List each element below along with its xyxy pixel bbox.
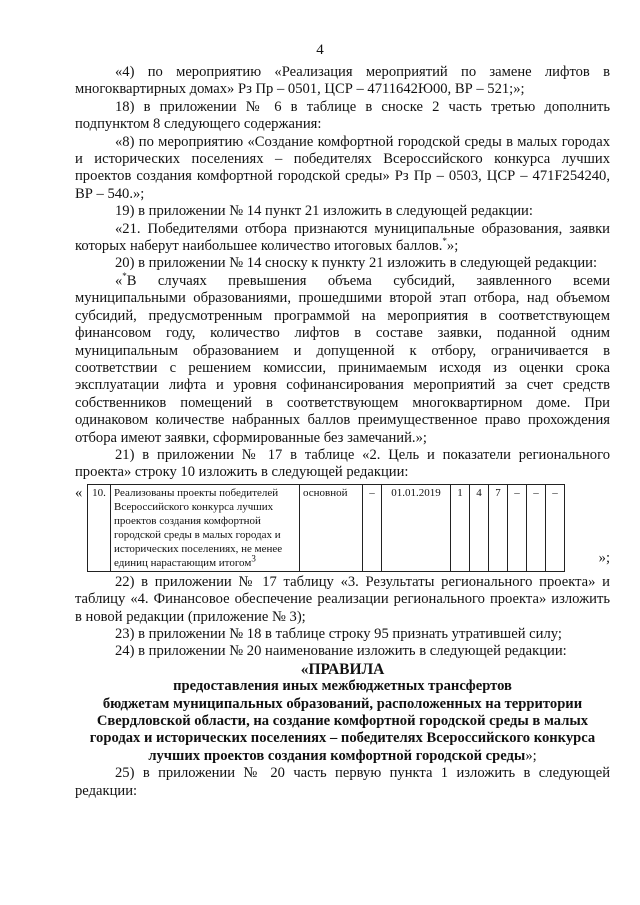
paragraph-24: 24) в приложении № 20 наименование изложить в следующей редакции: [115, 643, 567, 660]
rules-subheading-detail [75, 696, 610, 766]
cell-value-2022: – [508, 484, 527, 571]
paragraph-21: 21) в приложении № 17 в таблице «2. Цель и показатели регионального проекта» строку 10 изложить в следующей редакции: [75, 446, 610, 481]
cell-base-date: 01.01.2019 [382, 484, 451, 571]
cell-value-2024: – [546, 484, 565, 571]
footnote-marker: * [442, 236, 447, 247]
page-number: 4 [316, 42, 324, 58]
cell-value-2019: 1 [451, 484, 470, 571]
paragraph-20: 20) в приложении № 14 сноску к пункту 21 изложить в следующей редакции: [115, 255, 598, 272]
cell-value-2023: – [527, 484, 546, 571]
rules-subheading-tail: »; [525, 747, 537, 764]
footnote-marker: * [122, 271, 127, 282]
paragraph-19: 19) в приложении № 14 пункт 21 изложить в следующей редакции: [115, 203, 533, 220]
footnote-open-quote: « [115, 272, 123, 289]
table-row [88, 484, 565, 571]
rules-heading: «ПРАВИЛА [300, 660, 385, 678]
cell-indicator-type: основной [300, 484, 363, 571]
indicator-footnote-marker: 3 [251, 553, 256, 564]
table-open-quote: « [75, 484, 83, 501]
paragraph-18: 18) в приложении № 6 в таблице в сноске 2 часть третью дополнить подпунктом 8 следующего содержания: [75, 98, 610, 133]
paragraph-25: 25) в приложении № 20 часть первую пункта 1 изложить в следующей редакции: [75, 765, 610, 799]
cell-indicator-name [111, 484, 300, 571]
indicator-table [87, 484, 565, 572]
paragraph-23: 23) в приложении № 18 в таблице строку 95 признать утратившей силу; [115, 625, 562, 642]
paragraph-item-4: «4) по мероприятию «Реализация мероприятий по замене лифтов в многоквартирных домах» Рз Пр – 0501, ЦСР – 4711642Ю00, ВР – 521;»; [75, 64, 610, 98]
indicator-table-wrapper [75, 484, 610, 572]
footnote-paragraph [75, 273, 610, 447]
cell-value-2021: 7 [489, 484, 508, 571]
cell-base-value: – [363, 484, 382, 571]
point-21-text: «21. Победителями отбора признаются муниципальные образования, заявки которых наберут наибольшее количество итоговых баллов. [75, 220, 610, 255]
point-21-tail: »; [446, 238, 459, 255]
paragraph-point-21 [75, 221, 610, 256]
paragraph-22: 22) в приложении № 17 таблицу «3. Результаты регионального проекта» и таблицу «4. Финансовое обеспечение реализации регионального проекта» изложить в новой редакции (приложение № 3); [75, 573, 610, 625]
cell-row-number: 10. [88, 484, 111, 571]
table-close-quote: »; [598, 550, 610, 567]
rules-subheading: предоставления иных межбюджетных трансфертов [173, 678, 512, 695]
paragraph-item-8: «8) по мероприятию «Создание комфортной городской среды в малых городах и исторических поселениях – победителях Всероссийского конкурса лучших проектов создания комфортной городской среды» Рз Пр – 0503, ЦСР – 471F254240, ВР – 540.»; [75, 133, 610, 202]
indicator-name-text: Реализованы проекты победителей Всероссийского конкурса лучших проектов создания комфортной городской среды в малых городах и исторических поселениях, не менее единиц нарастающим итогом [114, 486, 283, 569]
rules-subheading-text: бюджетам муниципальных образований, расположенных на территории Свердловской области, на создание комфортной городской среды в малых городах и исторических поселениях – победителях Всероссийского конкурса лучших проектов создания комфортной городской среды [89, 695, 596, 764]
document-body [75, 64, 610, 800]
footnote-text: В случаях превышения объема субсидий, заявленного всеми муниципальными образованиями, прошедшими второй этап отбора, над объемом субсидий, предусмотренным программой на мероприятия в соответствующем финансовом году, количество лифтов в составе заявки, поданной одним муниципальным образованием и допущенной к отбору, ограничивается в соответствии с решением комиссии, принимаемым исходя из оценки срока эксплуатации лифта и уровня софинансирования мероприятий за счет средств собственников помещений в соответствующем многоквартирном доме. При одинаковом количестве набранных баллов преимущественное право прохождения отбора имеют заявки, сформированные без замечаний.»; [75, 272, 610, 446]
cell-value-2020: 4 [470, 484, 489, 571]
